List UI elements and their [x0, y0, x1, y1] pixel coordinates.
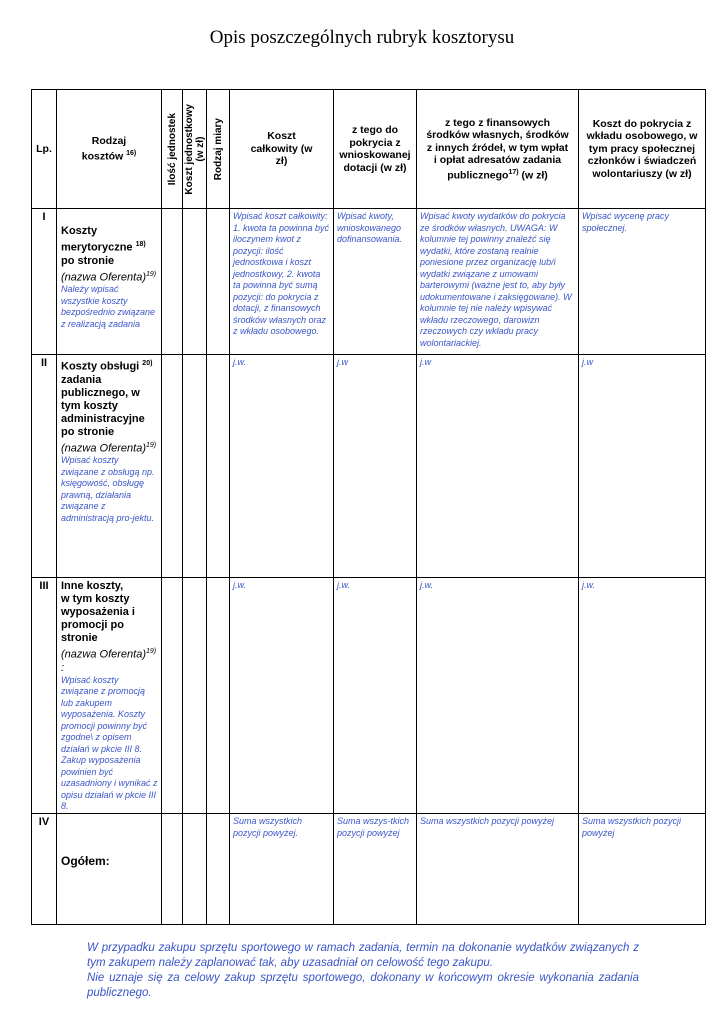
total-label: Ogółem:	[61, 854, 110, 868]
measure-cell	[207, 209, 230, 355]
cost-type-cell: Koszty merytoryczne $^{18)}$ po stronie (nazwa Oferenta)$^{19)}$ Należy wpisać wszystkie koszty bezpośrednio związane z realizacją zadania	[57, 209, 162, 355]
total-cost-cell: Wpisać koszt całkowity: 1. kwota ta powinna być iloczynem kwot z pozycji: ilość jednostkowa i koszt jednostkowy, 2. kwota ta powinna być sumą pozycji: do pokrycia z dotacji, z finansowych środków własnych oraz z wkładu osobowego.	[230, 209, 334, 355]
own-funds-cell: j.w.	[417, 578, 579, 814]
unit-cost-cell	[183, 814, 207, 925]
header-ilosc: Ilość jednostek	[162, 90, 183, 209]
total-cost-cell: j.w.	[230, 355, 334, 578]
own-funds-cell: Suma wszystkich pozycji powyżej	[417, 814, 579, 925]
footnote-ref: 16)	[126, 149, 137, 157]
cost-table	[31, 89, 706, 925]
instruction-text: Wpisać koszty związane z obsługą np. księgowość, obsługę prawną, działania związane z administracją pro-jektu.	[61, 455, 155, 523]
table-row	[32, 355, 706, 578]
page-title: Opis poszczególnych rubryk kosztorysu	[209, 27, 515, 48]
qty-cell	[162, 578, 183, 814]
personal-contribution-cell: Suma wszystkich pozycji powyżej	[579, 814, 706, 925]
grant-cell: Suma wszys-tkich pozycji powyżej	[334, 814, 417, 925]
row-number: IV	[32, 814, 57, 925]
header-rodzaj-miary: Rodzaj miary	[207, 90, 230, 209]
table-row	[32, 814, 706, 925]
header-row	[32, 90, 706, 209]
total-cost-cell: Suma wszystkich pozycji powyżej.	[230, 814, 334, 925]
table-row	[32, 209, 706, 355]
header-rodzaj	[57, 90, 162, 209]
cost-type-cell: Inne koszty, w tym koszty wyposażenia i promocji po stronie (nazwa Oferenta)$^{19)}$ : Wpisać koszty związane z promocją lub zakupem wyposażenia. Koszty promocji powinny być zgodne\ z opisem działań w pkcie III 8. Zakup wyposażenia powinien być uzasadniony i wynikać z opisu działań w pkcie III 8.	[57, 578, 162, 814]
note-paragraph: W przypadku zakupu sprzętu sportowego w ramach zadania, termin na dokonanie wydatków związanych z tym zakupem należy zaplanować tak, aby uzasadniał on celowość tego zakupu.	[87, 942, 639, 969]
instruction-text: Wpisać koszty związane z promocją lub zakupem wyposażenia. Koszty promocji powinny być zgodne\ z opisem działań w pkcie III 8. Zakup wyposażenia powinien być uzasadniony i wynikać z opisu działań w pkcie III 8.	[61, 674, 158, 812]
measure-cell	[207, 814, 230, 925]
own-funds-cell: j.w	[417, 355, 579, 578]
header-wklad-osobowy: Koszt do pokrycia z wkładu osobowego, w tym pracy społecznej członków i świadczeń wolontariuszy (w zł)	[579, 90, 706, 209]
personal-contribution-cell: Wpisać wycenę pracy społecznej.	[579, 209, 706, 355]
row-number: II	[32, 355, 57, 578]
own-funds-cell: Wpisać kwoty wydatków do pokrycia ze środków własnych. UWAGA: W kolumnie tej powinny znaleźć się wydatki, które zostaną realnie poniesione przez organizację lub/i wydatki związane z umowami barterowymi (ważne jest to, aby były udokumentowane i zaksięgowane). W kolumnie tej nie należy wpisywać wkładu rzeczowego, darowizn rzeczowych czy wkładu pracy wolontariackiej.	[417, 209, 579, 355]
header-koszt-calkowity: Koszt całkowity (w zł)	[230, 90, 334, 209]
footer-note	[87, 941, 639, 1001]
personal-contribution-cell: j.w.	[579, 578, 706, 814]
grant-cell: j.w.	[334, 578, 417, 814]
header-rodzaj-line1: Rodzaj	[91, 135, 127, 148]
cost-type-cell: Koszty obsługi $^{20)}$ zadania publicznego, w tym koszty administracyjne po stronie (nazwa Oferenta)$^{19)}$ Wpisać koszty związane z obsługą np. księgowość, obsługę prawną, działania związane z administracją pro-jektu.	[57, 355, 162, 578]
header-rodzaj-line2: kosztów	[81, 150, 124, 163]
header-dotacja: z tego do pokrycia z wnioskowanej dotacji (w zł)	[334, 90, 417, 209]
unit-cost-cell	[183, 578, 207, 814]
grant-cell: Wpisać kwoty, wnioskowanego dofinansowania.	[334, 209, 417, 355]
unit-cost-cell	[183, 209, 207, 355]
table-row	[32, 578, 706, 814]
note-paragraph: Nie uznaje się za celowy zakup sprzętu sportowego, dokonany w końcowym okresie wykonania zadania publicznego.	[87, 972, 639, 999]
measure-cell	[207, 578, 230, 814]
qty-cell	[162, 209, 183, 355]
measure-cell	[207, 355, 230, 578]
header-lp: Lp.	[32, 90, 57, 209]
total-cost-cell: j.w.	[230, 578, 334, 814]
header-srodki-wlasne: z tego z finansowych środków własnych, środków z innych źródeł, w tym wpłat i opłat adresatów zadania publicznego$^{17)}$ (w zł)	[417, 90, 579, 209]
instruction-text: Należy wpisać wszystkie koszty bezpośrednio związane z realizacją zadania	[61, 284, 156, 329]
qty-cell	[162, 814, 183, 925]
qty-cell	[162, 355, 183, 578]
total-label-cell	[57, 814, 162, 925]
row-number: III	[32, 578, 57, 814]
grant-cell: j.w	[334, 355, 417, 578]
personal-contribution-cell: j.w	[579, 355, 706, 578]
unit-cost-cell	[183, 355, 207, 578]
header-koszt-jedn: Koszt jednostkowy (w zł)	[183, 90, 207, 209]
row-number: I	[32, 209, 57, 355]
